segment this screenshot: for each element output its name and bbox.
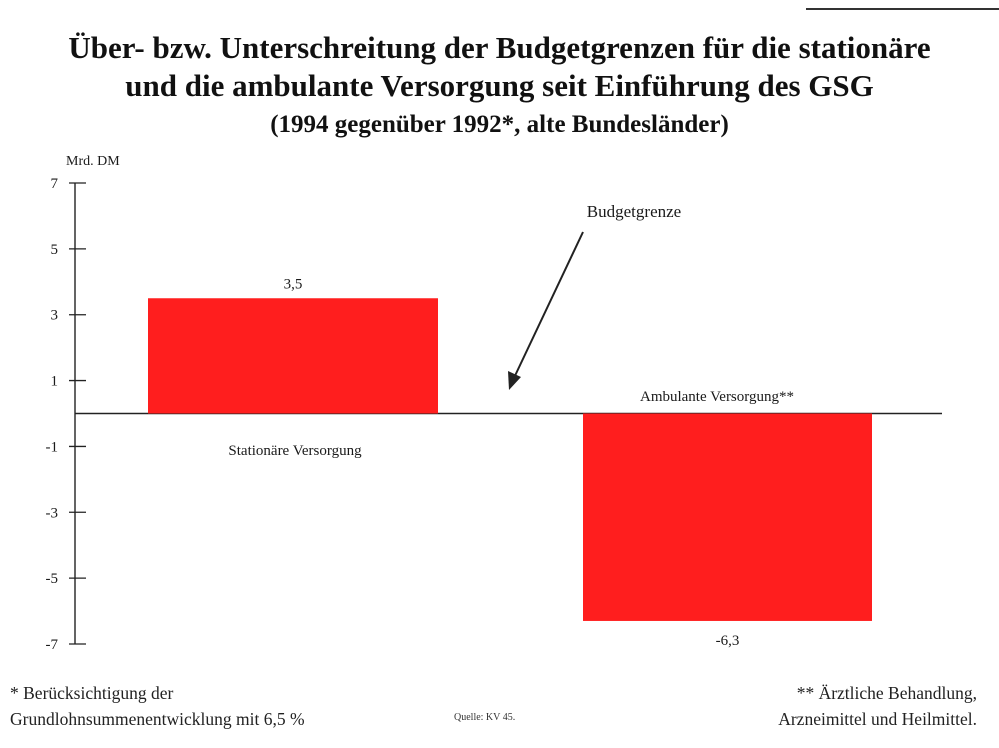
chart-title-line-1: Über- bzw. Unterschreitung der Budgetgrenzen für die stationäre	[68, 30, 931, 65]
category-label-1: Stationäre Versorgung	[228, 443, 362, 459]
footnote-right-line-2: Arzneimittel und Heilmittel.	[778, 709, 977, 729]
y-tick-label: -1	[45, 439, 58, 456]
annotation-budgetgrenze: Budgetgrenze	[586, 202, 682, 221]
y-tick-label: -5	[45, 571, 58, 588]
footnote-right-line-1: ** Ärztliche Behandlung,	[796, 683, 977, 703]
data-label-2: -6,3	[715, 632, 740, 649]
y-axis-label: Mrd. DM	[66, 154, 120, 169]
category-label-2: Ambulante Versorgung**	[639, 389, 795, 405]
data-label-1: 3,5	[283, 276, 303, 293]
chart-title-line-2: und die ambulante Versorgung seit Einführung des GSG	[125, 68, 874, 103]
y-tick-label: 3	[50, 307, 58, 324]
y-tick-label: 5	[50, 241, 58, 258]
y-tick-label: 1	[50, 373, 58, 390]
bar-2	[583, 414, 872, 621]
annotation-arrow-shaft	[513, 232, 583, 380]
y-tick-label: -7	[45, 637, 58, 653]
y-tick-label: -3	[45, 505, 58, 522]
footnote-left-line-2: Grundlohnsummenentwicklung mit 6,5 %	[10, 709, 305, 729]
bar-1	[148, 298, 438, 413]
footnote-right	[778, 680, 977, 732]
source-note: Quelle: KV 45.	[454, 712, 516, 723]
footnote-left-line-1: * Berücksichtigung der	[10, 683, 174, 703]
chart-subtitle: (1994 gegenüber 1992*, alte Bundesländer)	[270, 111, 729, 138]
annotation-arrow-head	[508, 371, 521, 390]
y-tick-label: 7	[50, 176, 58, 192]
footnote-left	[10, 680, 305, 732]
